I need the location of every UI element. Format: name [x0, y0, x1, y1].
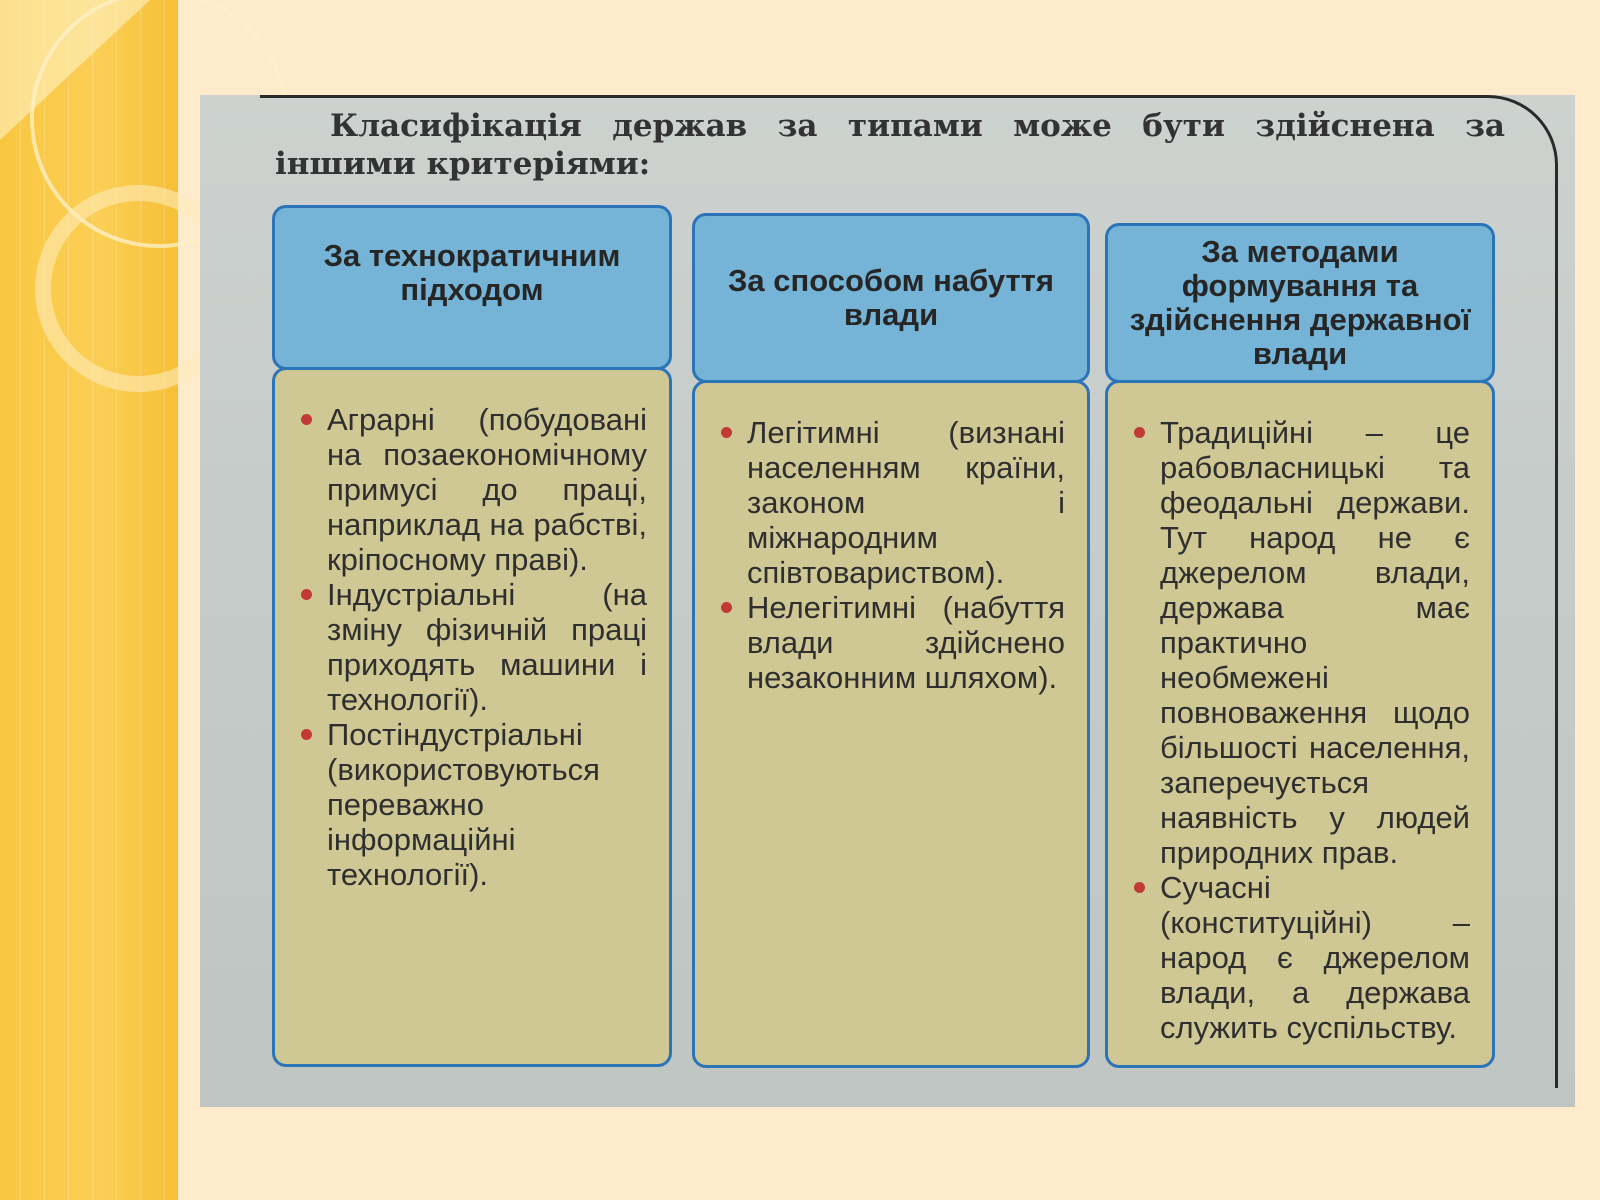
list-item: Індустріальні (на зміну фізичній праці приходять машини і технології). [297, 577, 647, 717]
intro-paragraph: Класифікація держав за типами може бути здійснена за іншими критеріями: [275, 108, 1505, 182]
column-body [1105, 380, 1495, 1068]
list-item: Нелегітимні (набуття влади здійснено незаконним шляхом). [717, 590, 1065, 695]
list-item: Постіндустріальні (використовуються переважно інформаційні технології). [297, 717, 647, 892]
column-acquisition [692, 213, 1090, 1068]
column-body [692, 380, 1090, 1068]
textbook-photo [200, 95, 1575, 1107]
list-item: Традиційні – це рабовласницькі та феодальні держави. Тут народ не є джерелом влади, держава має практично необмежені повноваження щодо більшості населення, заперечується наявність у людей природних прав. [1130, 415, 1470, 870]
list-item: Легітимні (визнані населенням країни, законом і міжнародним співтовариством). [717, 415, 1065, 590]
column-header: За технократичним підходом [272, 205, 672, 370]
column-body [272, 367, 672, 1067]
list-item: Сучасні (конституційні) – народ є джерелом влади, а держава служить суспільству. [1130, 870, 1470, 1045]
column-header: За методами формування та здійснення державної влади [1105, 223, 1495, 383]
column-header: За способом набуття влади [692, 213, 1090, 383]
list-item: Аграрні (побудовані на позаекономічному примусі до праці, наприклад на рабстві, кріпосному праві). [297, 402, 647, 577]
column-methods [1105, 223, 1495, 1068]
column-technocratic [272, 205, 672, 1067]
